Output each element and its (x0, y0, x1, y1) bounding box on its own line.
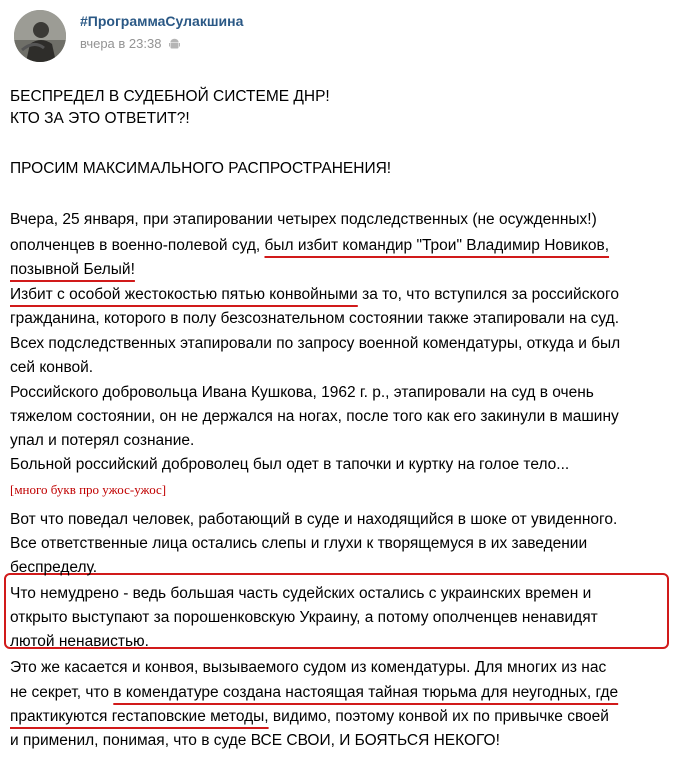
post-line (10, 707, 609, 727)
post-line (10, 731, 500, 751)
text-segment: Что немудрено - ведь большая часть судейских остались с украинских времен и (10, 585, 592, 602)
post-line (10, 431, 194, 451)
post-line (10, 358, 93, 378)
underlined-phrase: в комендатуре создана настоящая тайная тюрьма для неугодных, где (113, 684, 619, 701)
author-link[interactable]: #ПрограммаСулакшина (80, 13, 244, 29)
text-segment: КТО ЗА ЭТО ОТВЕТИТ?! (10, 110, 190, 127)
post-line (10, 683, 618, 703)
text-segment: Вчера, 25 января, при этапировании четырех подследственных (не осужденных!) (10, 211, 597, 228)
post-line (10, 309, 619, 329)
avatar-photo (14, 10, 66, 62)
post-line (10, 334, 620, 354)
post-line (10, 109, 190, 129)
post-line (10, 455, 569, 475)
text-segment: тяжелом состоянии, он не держался на ногах, после того как его закинули в машину (10, 408, 619, 425)
android-icon (169, 38, 180, 53)
post-line (10, 407, 619, 427)
avatar[interactable] (14, 10, 66, 62)
post-meta (80, 36, 180, 53)
text-segment: Вот что поведал человек, работающий в суде и находящийся в шоке от увиденного. (10, 511, 618, 528)
text-segment: лютой ненавистью. (10, 633, 149, 650)
text-segment: за то, что вступился за российского (357, 286, 619, 303)
post-line (10, 210, 597, 230)
underlined-phrase: позывной Белый! (10, 261, 135, 278)
text-segment: Всех подследственных этапировали по запросу военной комендатуры, откуда и был (10, 335, 621, 352)
post-timestamp[interactable]: вчера в 23:38 (80, 36, 162, 51)
text-segment: открыто выступают за порошенковскую Украину, а потому ополченцев ненавидят (10, 609, 598, 626)
text-segment: БЕСПРЕДЕЛ В СУДЕБНОЙ СИСТЕМЕ ДНР! (10, 88, 330, 105)
text-segment: Это же касается и конвоя, вызываемого судом из комендатуры. Для многих из нас (10, 659, 607, 676)
text-segment: ПРОСИМ МАКСИМАЛЬНОГО РАСПРОСТРАНЕНИЯ! (10, 160, 392, 177)
text-segment: беспределу. (10, 559, 98, 576)
post-line (10, 285, 619, 305)
post-line (10, 608, 598, 628)
text-segment: Все ответственные лица остались слепы и глухи к творящемуся в их заведении (10, 535, 588, 552)
post-line (10, 534, 587, 554)
post-line (10, 510, 617, 530)
post-line (10, 658, 606, 678)
text-segment: гражданина, которого в полу безсознательном состоянии также этапировали на суд. (10, 310, 619, 327)
post-line (10, 260, 135, 280)
post-line (10, 558, 97, 578)
text-segment: сей конвой. (10, 359, 94, 376)
text-segment: не секрет, что (10, 684, 114, 701)
text-segment: и применил, понимая, что в суде ВСЕ СВОИ, И БОЯТЬСЯ НЕКОГО! (10, 732, 500, 749)
text-segment: Российского добровольца Ивана Кушкова, 1962 г. р., этапировали на суд в очень (10, 384, 594, 401)
underlined-phrase: был избит командир "Трои" Владимир Новиков, (264, 237, 610, 254)
post-line (10, 159, 391, 179)
post-line (10, 632, 149, 652)
post-line (10, 87, 330, 107)
text-segment: упал и потерял сознание. (10, 432, 195, 449)
text-segment: ополченцев в военно-полевой суд, (10, 237, 265, 254)
post-line (10, 383, 594, 403)
post-line (10, 584, 591, 604)
underlined-phrase: Избит с особой жестокостью пятью конвойными (10, 286, 358, 303)
underlined-phrase: практикуются гестаповские методы, (10, 708, 269, 725)
text-segment: видимо, поэтому конвой их по привычке своей (268, 708, 609, 725)
post-line (10, 236, 609, 256)
editor-note: [много букв про ужос-ужос] (10, 482, 167, 497)
post-line (10, 480, 166, 500)
text-segment: Больной российский доброволец был одет в тапочки и куртку на голое тело... (10, 456, 570, 473)
